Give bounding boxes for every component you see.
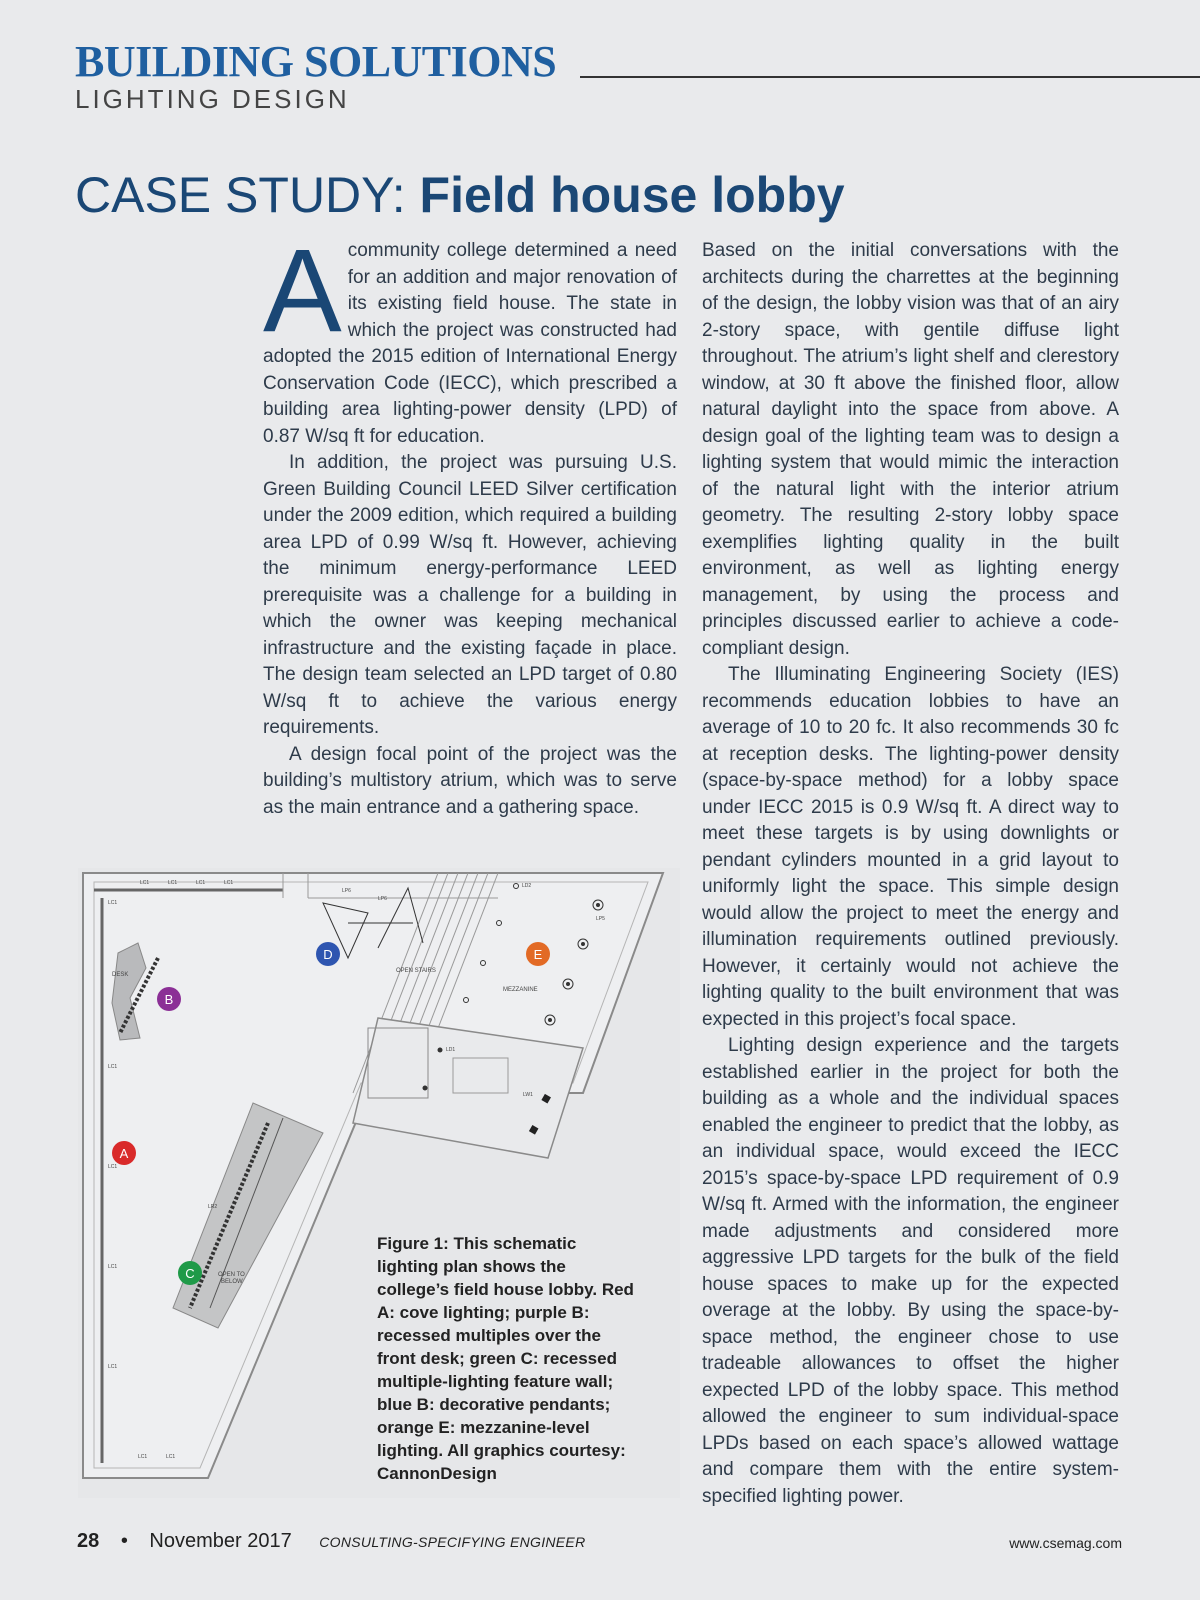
fixture-tag: LP5: [596, 916, 605, 922]
open-stairs-label: OPEN STAIRS: [396, 968, 436, 974]
issue-date: November 2017: [149, 1530, 292, 1552]
article-column-1: [263, 225, 677, 821]
marker-d: [316, 942, 340, 966]
svg-text:LC1: LC1: [108, 1264, 118, 1270]
marker-c-letter: C: [185, 1266, 195, 1281]
desk-label: DESK: [112, 972, 129, 978]
marker-c: [178, 1261, 202, 1285]
open-to-below-label: BELOW: [221, 1279, 243, 1285]
fixture-tag: LW1: [523, 1092, 533, 1098]
paragraph-text: community college determined a need for an addition and major renovation of its existing field house. The state in which the project was constructed had adopted the 2015 edition of International Energy Conservation Code (IECC), which prescribed a building area lighting-power density (LPD) of 0.87 W/sq ft for education.: [263, 240, 677, 447]
svg-text:LC1: LC1: [166, 1454, 176, 1460]
page-number: 28: [77, 1530, 100, 1552]
section-heading: BUILDING SOLUTIONS: [75, 37, 557, 86]
figure-caption: Figure 1: This schematic lighting plan shows the college’s field house lobby. Red A: cove lighting; purple B: recessed multiples over the front desk; green C: recessed multiple-lighting feature wall; blue B: decorative pendants; orange E: mezzanine-level lighting. All graphics courtesy: CannonDesign: [377, 1234, 634, 1483]
svg-text:LC1: LC1: [224, 880, 234, 886]
folio-bullet: •: [120, 1530, 128, 1552]
marker-b-letter: B: [164, 992, 174, 1007]
title-prefix: CASE STUDY:: [75, 167, 406, 223]
fixture-tag: LP6: [342, 888, 351, 894]
svg-text:LC1: LC1: [108, 1164, 118, 1170]
page-folio: [77, 1530, 585, 1553]
fixture-tag: LD1: [446, 1047, 456, 1053]
svg-text:LC1: LC1: [108, 1064, 118, 1070]
header-rule: [580, 76, 1200, 78]
magazine-name: CONSULTING-SPECIFYING ENGINEER: [319, 1534, 586, 1550]
article-title: [75, 167, 845, 223]
marker-e: [526, 942, 550, 966]
marker-e-letter: E: [533, 947, 543, 962]
fixture-tag: LR2: [208, 1204, 218, 1210]
fixture-tag: LP6: [378, 896, 387, 902]
svg-text:LC1: LC1: [168, 880, 178, 886]
marker-a: [112, 1141, 136, 1165]
paragraph: [263, 225, 677, 450]
title-main: Field house lobby: [419, 167, 845, 223]
marker-b: [157, 987, 181, 1011]
paragraph: Based on the initial conversations with the architects during the charrettes at the beginning of the design, the lobby vision was that of an airy 2-story space, with gentile diffuse light throughout. The atrium’s light shelf and clerestory window, at 30 ft above the finished floor, allow natural daylight into the space from above. A design goal of the lighting team was to design a lighting system that would mimic the interaction of the natural light with the interior atrium geometry. The resulting 2-story lobby space exemplifies lighting quality in the built environment, as well as lighting energy management, by using the process and principles discussed earlier to achieve a code-compliant design.: [702, 240, 1119, 659]
article-column-2: [702, 238, 1119, 1510]
fixture-tag: LD2: [522, 883, 532, 889]
mezzanine-label: MEZZANINE: [503, 987, 538, 993]
marker-d-letter: D: [323, 947, 333, 962]
website-url: www.csemag.com: [1009, 1535, 1122, 1551]
svg-text:LC1: LC1: [108, 1364, 118, 1370]
paragraph: The Illuminating Engineering Society (IES) recommends education lobbies to have an average of 10 to 20 fc. It also recommends 30 fc at reception desks. The lighting-power density (space-by-space method) for a lobby space under IECC 2015 is 0.9 W/sq ft. A direct way to meet these targets is by using downlights or pendant cylinders mounted in a grid layout to uniformly light the space. This simple design would allow the project to meet the energy and illumination requirements outlined previously. However, it certainly would not achieve the lighting quality to the built environment that was expected in this project’s focal space.: [702, 664, 1119, 1030]
paragraph: Lighting design experience and the targets established earlier in the project for both the building as a whole and the individual spaces enabled the engineer to predict that the lobby, as an individual space, would exceed the IECC 2015’s space-by-space LPD requirement of 0.9 W/sq ft. Armed with the information, the engineer made adjustments and considered more aggressive LPD targets for the bulk of the field house spaces to make up for the expected overage at the lobby. By using the space-by-space method, the engineer chose to use tradeable allowances to offset the higher expected LPD of the lobby space. This method allowed the engineer to sum individual-space LPDs based on each space’s allowed wattage and compare them with the entire system-specified lighting power.: [702, 1035, 1119, 1507]
svg-text:LC1: LC1: [140, 880, 150, 886]
marker-a-letter: A: [119, 1146, 129, 1161]
paragraph: In addition, the project was pursuing U.S. Green Building Council LEED Silver certification under the 2009 edition, which required a building area LPD of 0.99 W/sq ft. However, achieving the minimum energy-performance LEED prerequisite was a challenge for a building in which the owner was keeping mechanical infrastructure and the existing façade in place. The design team selected an LPD target of 0.80 W/sq ft to achieve the various energy requirements.: [263, 452, 677, 738]
svg-text:LC1: LC1: [108, 900, 118, 906]
subsection-heading: LIGHTING DESIGN: [75, 84, 350, 114]
open-to-below-label: OPEN TO: [218, 1272, 245, 1278]
drop-cap: A: [263, 225, 342, 357]
svg-text:LC1: LC1: [196, 880, 206, 886]
paragraph: A design focal point of the project was the building’s multistory atrium, which was to serve as the main entrance and a gathering space.: [263, 743, 677, 818]
svg-text:LC1: LC1: [138, 1454, 148, 1460]
